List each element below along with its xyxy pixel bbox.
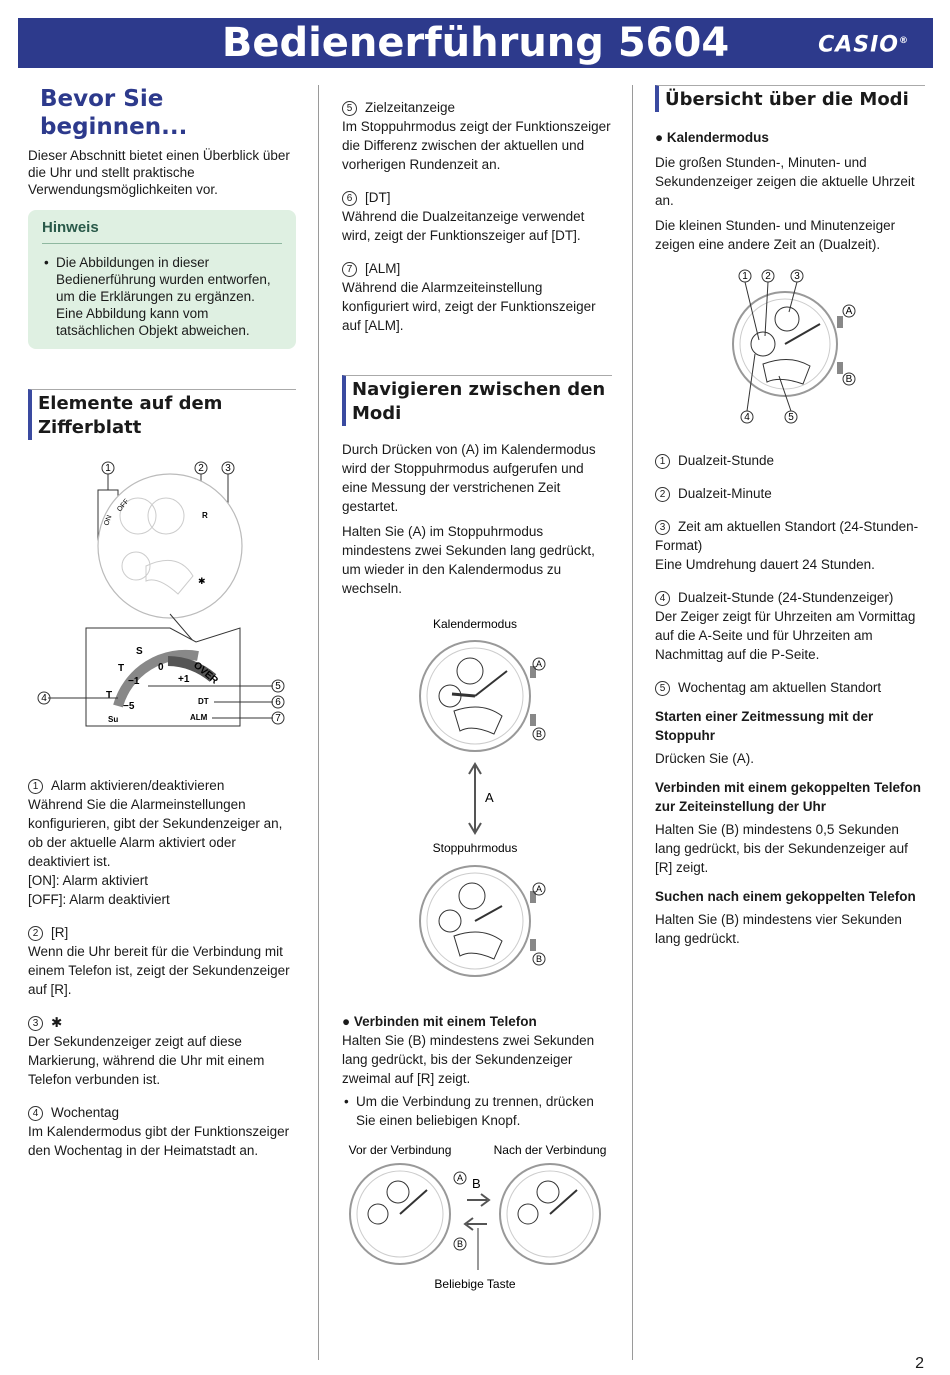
svg-text:7: 7 xyxy=(275,713,281,724)
page-title: Bedienerführung 5604 xyxy=(221,20,730,66)
svg-text:0: 0 xyxy=(158,662,164,673)
svg-text:Stoppuhrmodus: Stoppuhrmodus xyxy=(432,841,518,855)
intro-text: Dieser Abschnitt bietet einen Überblick über die Uhr und stellt praktische Verwendungsmöglichkeiten vor. xyxy=(28,148,290,197)
section-title-intro: Bevor Sie beginnen... xyxy=(40,86,188,140)
svg-text:Beliebige Taste: Beliebige Taste xyxy=(434,1277,516,1291)
list-item: 3 ✱ Der Sekundenzeiger zeigt auf diese Markierung, während die Uhr mit einem Telefon verbunden ist. xyxy=(28,1015,265,1087)
svg-text:B: B xyxy=(535,954,543,964)
page-number: 2 xyxy=(915,1355,924,1372)
connection-diagram xyxy=(342,1140,612,1300)
svg-text:4: 4 xyxy=(41,693,47,704)
svg-text:A: A xyxy=(845,306,853,317)
svg-text:B: B xyxy=(456,1239,464,1249)
note-text: • Die Abbildungen in dieser Bedienerführung wurden entworfen, um die Erklärungen zu ergänzen. Eine Abbildung kann vom tatsächlichen Objekt abweichen. xyxy=(42,254,282,339)
svg-text:−5: −5 xyxy=(123,701,135,712)
svg-text:DT: DT xyxy=(198,697,209,706)
svg-text:Kalendermodus: Kalendermodus xyxy=(432,617,518,631)
column-1 xyxy=(28,85,296,1160)
svg-text:T: T xyxy=(118,663,125,674)
svg-text:A: A xyxy=(485,790,494,805)
svg-text:2: 2 xyxy=(765,271,771,282)
dial-items xyxy=(28,776,296,1160)
svg-text:A: A xyxy=(535,884,543,894)
section-title-navigate: Navigieren zwischen den Modi xyxy=(342,375,612,426)
note-box xyxy=(28,210,296,349)
connect-text: Halten Sie (B) mindestens zwei Sekunden lang gedrückt, bis der Sekundenzeiger zweimal auf [R] zeigt. xyxy=(342,1033,595,1086)
svg-text:5: 5 xyxy=(788,412,794,423)
svg-text:OFF: OFF xyxy=(116,498,131,514)
svg-text:1: 1 xyxy=(742,271,748,282)
stopwatch-text: Drücken Sie (A). xyxy=(655,751,755,766)
section-title-modes: Übersicht über die Modi xyxy=(655,85,925,112)
list-item: 1 Alarm aktivieren/deaktivieren Während Sie die Alarmeinstellungen konfigurieren, gibt der Sekundenzeiger an, ob der aktuelle Alarm aktiviert oder deaktiviert ist. [ON]: Alarm aktiviert [OFF]: Alarm deaktiviert xyxy=(28,778,283,907)
navigate-text-1: Durch Drücken von (A) im Kalendermodus wird der Stoppuhrmodus aufgerufen und eine Messung der verstrichenen Zeit gestartet. xyxy=(342,442,596,514)
svg-text:−1: −1 xyxy=(128,676,140,687)
list-item: 7 [ALM] Während die Alarmzeiteinstellung konfiguriert wird, zeigt der Funktionszeiger auf [ALM]. xyxy=(342,261,596,333)
list-item: 2 Dualzeit-Minute xyxy=(655,484,925,503)
svg-text:T: T xyxy=(106,690,113,701)
sync-heading: Verbinden mit einem gekoppelten Telefon zur Zeiteinstellung der Uhr xyxy=(655,780,922,814)
header-banner xyxy=(18,18,933,68)
navigate-text-2: Halten Sie (A) im Stoppuhrmodus mindestens zwei Sekunden lang gedrückt, um wieder in den Kalendermodus zu wechseln. xyxy=(342,524,595,596)
section-title-dial: Elemente auf dem Zifferblatt xyxy=(28,389,296,440)
connect-heading: ● Verbinden mit einem Telefon xyxy=(342,1012,612,1031)
note-title: Hinweis xyxy=(42,218,282,244)
svg-text:B: B xyxy=(535,729,543,739)
svg-text:OVER: OVER xyxy=(191,659,220,687)
brand-logo: CASIO® xyxy=(818,32,909,58)
dial-diagram xyxy=(28,456,296,746)
svg-text:R: R xyxy=(202,511,208,520)
calendar-mode-heading: ● Kalendermodus xyxy=(655,128,925,147)
sync-text: Halten Sie (B) mindestens 0,5 Sekunden lang gedrückt, bis der Sekundenzeiger auf [R] zeigt. xyxy=(655,822,908,875)
svg-text:Su: Su xyxy=(108,715,119,724)
list-item: 1 Dualzeit-Stunde xyxy=(655,451,925,470)
svg-text:ALM: ALM xyxy=(190,713,208,722)
find-heading: Suchen nach einem gekoppelten Telefon xyxy=(655,889,916,904)
watch-stopwatch-mode xyxy=(420,866,545,976)
column-divider xyxy=(318,85,319,1360)
stopwatch-heading: Starten einer Zeitmessung mit der Stoppuhr xyxy=(655,709,874,743)
list-item: 4 Wochentag Im Kalendermodus gibt der Funktionszeiger den Wochentag in der Heimatstadt an. xyxy=(28,1105,290,1158)
svg-text:A: A xyxy=(456,1173,464,1183)
svg-text:Vor der Verbindung: Vor der Verbindung xyxy=(348,1143,452,1157)
column-divider xyxy=(632,85,633,1360)
connect-bullet: • Um die Verbindung zu trennen, drücken Sie einen beliebigen Knopf. xyxy=(342,1092,612,1130)
callout-2: 2 xyxy=(198,463,204,474)
callout-3: 3 xyxy=(225,463,231,474)
list-item: 6 [DT] Während die Dualzeitanzeige verwendet wird, zeigt der Funktionszeiger auf [DT]. xyxy=(342,190,585,243)
list-item: 3 Zeit am aktuellen Standort (24-Stunden-Format) Eine Umdrehung dauert 24 Stunden. xyxy=(655,519,919,572)
list-item: 5 Wochentag am aktuellen Standort xyxy=(655,678,925,697)
svg-text:✱: ✱ xyxy=(198,576,206,586)
find-text: Halten Sie (B) mindestens vier Sekunden lang gedrückt. xyxy=(655,912,902,946)
svg-text:Nach der Verbindung: Nach der Verbindung xyxy=(493,1143,607,1157)
callout-1: 1 xyxy=(105,463,111,474)
mode-switch-diagram xyxy=(342,616,612,996)
watch-calendar-mode xyxy=(420,641,545,751)
list-item: 4 Dualzeit-Stunde (24-Stundenzeiger) Der Zeiger zeigt für Uhrzeiten am Vormittag auf die A-Seite und für Uhrzeiten am Nachmittag auf die P-Seite. xyxy=(655,590,916,662)
list-item: 5 Zielzeitanzeige Im Stoppuhrmodus zeigt der Funktionszeiger die Differenz zwischen der aktuellen und vorherigen Rundenzeit an. xyxy=(342,100,611,172)
svg-text:+1: +1 xyxy=(178,674,190,685)
svg-text:6: 6 xyxy=(275,697,281,708)
svg-text:5: 5 xyxy=(275,681,281,692)
column-2 xyxy=(342,98,612,1300)
svg-text:3: 3 xyxy=(794,271,800,282)
calendar-dial-diagram xyxy=(655,264,925,429)
svg-text:4: 4 xyxy=(744,412,750,423)
bluetooth-icon: ✱ xyxy=(51,1015,63,1030)
column-3 xyxy=(655,85,925,948)
svg-text:ON: ON xyxy=(103,514,114,527)
svg-text:B: B xyxy=(845,374,853,385)
calendar-text-2: Die kleinen Stunden- und Minutenzeiger zeigen eine andere Zeit an (Dualzeit). xyxy=(655,218,896,252)
list-item: 2 [R] Wenn die Uhr bereit für die Verbindung mit einem Telefon ist, zeigt der Sekundenzeiger auf [R]. xyxy=(28,925,290,997)
svg-text:A: A xyxy=(535,659,543,669)
svg-text:S: S xyxy=(136,646,143,657)
calendar-text-1: Die großen Stunden-, Minuten- und Sekundenzeiger zeigen die aktuelle Uhrzeit an. xyxy=(655,155,915,208)
svg-text:B: B xyxy=(472,1176,481,1191)
